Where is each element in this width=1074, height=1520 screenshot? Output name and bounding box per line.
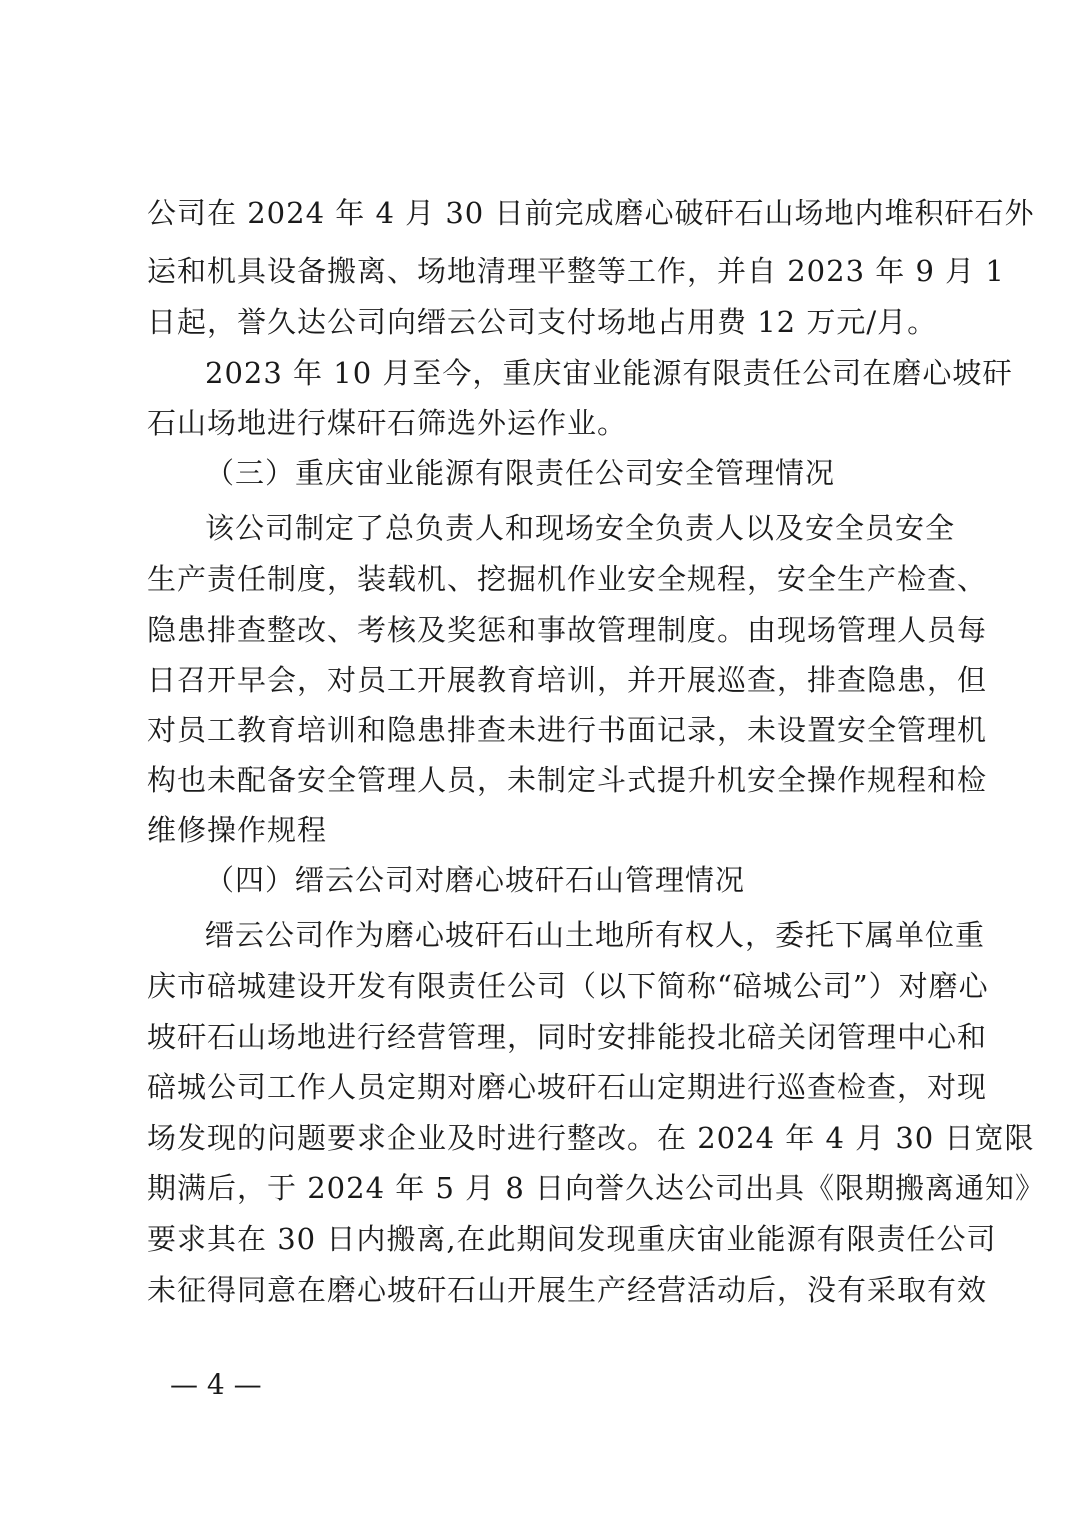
text-line: 日召开早会，对员工开展教育培训，并开展巡查，排查隐患，但 bbox=[147, 663, 988, 697]
page-number: — 4 — bbox=[170, 1368, 262, 1401]
text-line: 场发现的问题要求企业及时进行整改。在 2024 年 4 月 30 日宽限 bbox=[147, 1121, 1035, 1155]
text-line: 日起，誉久达公司向缙云公司支付场地占用费 12 万元/月。 bbox=[147, 305, 938, 339]
text-line: 碚城公司工作人员定期对磨心坡矸石山定期进行巡查检查，对现 bbox=[147, 1070, 988, 1104]
text-line: 维修操作规程 bbox=[147, 813, 328, 847]
text-line: 对员工教育培训和隐患排查未进行书面记录，未设置安全管理机 bbox=[147, 713, 988, 747]
text-line: 构也未配备安全管理人员，未制定斗式提升机安全操作规程和检 bbox=[147, 763, 988, 797]
text-line: 生产责任制度，装载机、挖掘机作业安全规程，安全生产检查、 bbox=[147, 562, 988, 596]
text-line: 该公司制定了总负责人和现场安全负责人以及安全员安全 bbox=[205, 511, 956, 545]
text-line: 隐患排查整改、考核及奖惩和事故管理制度。由现场管理人员每 bbox=[147, 613, 988, 647]
text-line: 未征得同意在磨心坡矸石山开展生产经营活动后，没有采取有效 bbox=[147, 1273, 988, 1307]
text-line: 坡矸石山场地进行经营管理，同时安排能投北碚关闭管理中心和 bbox=[147, 1020, 988, 1054]
section-heading: （四）缙云公司对磨心坡矸石山管理情况 bbox=[205, 863, 746, 897]
text-line: 缙云公司作为磨心坡矸石山土地所有权人，委托下属单位重 bbox=[205, 918, 986, 952]
text-line: 庆市碚城建设开发有限责任公司（以下简称“碚城公司”）对磨心 bbox=[147, 969, 989, 1003]
text-line: 石山场地进行煤矸石筛选外运作业。 bbox=[147, 406, 628, 440]
text-line: 要求其在 30 日内搬离,在此期间发现重庆宙业能源有限责任公司 bbox=[147, 1222, 997, 1256]
text-line: 2023 年 10 月至今，重庆宙业能源有限责任公司在磨心坡矸 bbox=[205, 356, 1013, 390]
text-line: 期满后，于 2024 年 5 月 8 日向誉久达公司出具《限期搬离通知》 bbox=[147, 1171, 1046, 1205]
text-line: 公司在 2024 年 4 月 30 日前完成磨心破矸石山场地内堆积矸石外 bbox=[147, 196, 1035, 230]
text-line: 运和机具设备搬离、场地清理平整等工作，并自 2023 年 9 月 1 bbox=[147, 254, 1005, 288]
section-heading: （三）重庆宙业能源有限责任公司安全管理情况 bbox=[205, 456, 836, 490]
